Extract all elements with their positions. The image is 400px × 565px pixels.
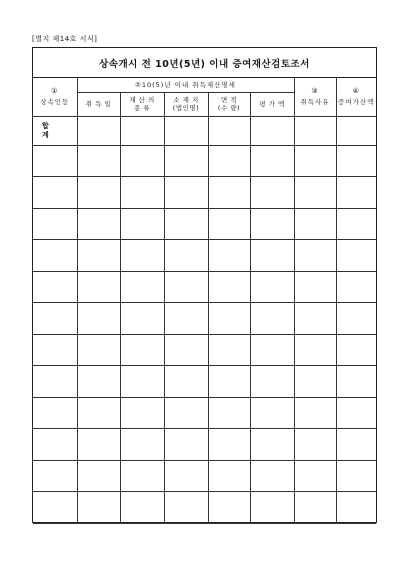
table-cell[interactable] (164, 208, 208, 240)
table-cell[interactable] (250, 492, 294, 524)
table-row (33, 208, 376, 240)
table-cell[interactable] (33, 429, 77, 461)
header-valuation: 평 가 액 (250, 92, 294, 116)
table-cell[interactable] (294, 208, 336, 240)
table-cell[interactable] (208, 397, 250, 429)
table-cell[interactable] (208, 303, 250, 335)
table-cell[interactable] (77, 145, 120, 177)
table-cell[interactable] (336, 208, 376, 240)
header-gift-addition: ④ 증여가산액 (336, 78, 376, 116)
table-cell[interactable] (164, 397, 208, 429)
table-cell[interactable] (77, 177, 120, 209)
header-acquisition-reason: ③ 취득사유 (294, 78, 336, 116)
header-acquired-assets-group: ②10(5)년 이내 취득재산명세 (77, 78, 294, 92)
table-row (33, 460, 376, 492)
table-row (33, 240, 376, 272)
table-cell[interactable] (250, 240, 294, 272)
table-cell[interactable] (250, 177, 294, 209)
table-cell[interactable] (294, 460, 336, 492)
table-cell[interactable] (77, 334, 120, 366)
table-cell[interactable] (164, 145, 208, 177)
form-number: [별지 제14호 서식] (32, 35, 98, 43)
table-cell[interactable] (208, 208, 250, 240)
table-cell[interactable] (250, 271, 294, 303)
total-label: 합 계 (33, 116, 77, 145)
table-cell[interactable] (33, 492, 77, 524)
table-cell[interactable] (77, 240, 120, 272)
table-cell[interactable] (120, 334, 164, 366)
table-cell[interactable] (77, 271, 120, 303)
table-cell[interactable] (336, 271, 376, 303)
table-cell[interactable] (120, 460, 164, 492)
table-row (33, 397, 376, 429)
table-cell[interactable] (120, 492, 164, 524)
asset-table (33, 78, 376, 524)
table-cell[interactable] (208, 240, 250, 272)
table-cell[interactable] (120, 145, 164, 177)
table-cell[interactable] (336, 397, 376, 429)
table-row (33, 145, 376, 177)
table-cell[interactable] (77, 208, 120, 240)
table-cell[interactable] (336, 366, 376, 398)
total-cell[interactable] (294, 116, 336, 145)
table-cell[interactable] (164, 271, 208, 303)
header-area: 면 적 (수 량) (208, 92, 250, 116)
total-cell[interactable] (120, 116, 164, 145)
table-row (33, 334, 376, 366)
table-cell[interactable] (336, 429, 376, 461)
table-cell[interactable] (250, 334, 294, 366)
table-cell[interactable] (120, 366, 164, 398)
table-cell[interactable] (294, 271, 336, 303)
table-cell[interactable] (294, 240, 336, 272)
table-cell[interactable] (164, 303, 208, 335)
table-cell[interactable] (336, 334, 376, 366)
total-cell[interactable] (164, 116, 208, 145)
table-cell[interactable] (208, 334, 250, 366)
table-cell[interactable] (164, 366, 208, 398)
table-cell[interactable] (336, 177, 376, 209)
table-cell[interactable] (250, 397, 294, 429)
table-cell[interactable] (294, 177, 336, 209)
table-cell[interactable] (77, 492, 120, 524)
table-cell[interactable] (77, 397, 120, 429)
table-cell[interactable] (33, 460, 77, 492)
table-cell[interactable] (33, 145, 77, 177)
table-cell[interactable] (33, 334, 77, 366)
table-row (33, 271, 376, 303)
table-cell[interactable] (208, 492, 250, 524)
total-row (33, 116, 376, 145)
table-cell[interactable] (120, 397, 164, 429)
table-cell[interactable] (120, 429, 164, 461)
header-asset-kind: 재 산 의 종 류 (120, 92, 164, 116)
table-cell[interactable] (33, 397, 77, 429)
table-cell[interactable] (208, 145, 250, 177)
table-cell[interactable] (336, 303, 376, 335)
total-cell[interactable] (336, 116, 376, 145)
table-cell[interactable] (164, 460, 208, 492)
table-cell[interactable] (77, 429, 120, 461)
table-cell[interactable] (208, 271, 250, 303)
table-cell[interactable] (208, 429, 250, 461)
table-cell[interactable] (120, 271, 164, 303)
table-cell[interactable] (294, 492, 336, 524)
total-cell[interactable] (208, 116, 250, 145)
table-cell[interactable] (250, 460, 294, 492)
table-cell[interactable] (120, 177, 164, 209)
table-cell[interactable] (294, 397, 336, 429)
table-cell[interactable] (250, 429, 294, 461)
table-cell[interactable] (33, 271, 77, 303)
table-cell[interactable] (336, 240, 376, 272)
table-row (33, 303, 376, 335)
table-cell[interactable] (294, 334, 336, 366)
table-cell[interactable] (294, 303, 336, 335)
form-title: 상속개시 전 10년(5년) 이내 증여재산검토조서 (33, 48, 376, 78)
table-cell[interactable] (250, 366, 294, 398)
table-cell[interactable] (33, 177, 77, 209)
table-cell[interactable] (164, 177, 208, 209)
table-cell[interactable] (120, 208, 164, 240)
review-form (32, 47, 377, 523)
total-cell[interactable] (250, 116, 294, 145)
table-cell[interactable] (208, 177, 250, 209)
table-cell[interactable] (208, 460, 250, 492)
table-cell[interactable] (33, 240, 77, 272)
total-cell[interactable] (77, 116, 120, 145)
table-cell[interactable] (120, 240, 164, 272)
table-row (33, 366, 376, 398)
table-cell[interactable] (77, 366, 120, 398)
table-cell[interactable] (33, 366, 77, 398)
table-cell[interactable] (164, 492, 208, 524)
table-cell[interactable] (33, 303, 77, 335)
table-cell[interactable] (164, 429, 208, 461)
table-cell[interactable] (294, 366, 336, 398)
table-cell[interactable] (77, 460, 120, 492)
table-cell[interactable] (294, 429, 336, 461)
header-location: 소 재 지 (법인명) (164, 92, 208, 116)
table-cell[interactable] (250, 303, 294, 335)
table-cell[interactable] (336, 145, 376, 177)
table-cell[interactable] (164, 334, 208, 366)
table-cell[interactable] (77, 303, 120, 335)
table-row (33, 492, 376, 524)
table-cell[interactable] (120, 303, 164, 335)
table-cell[interactable] (208, 366, 250, 398)
table-cell[interactable] (250, 145, 294, 177)
table-cell[interactable] (294, 145, 336, 177)
header-acquired-date: 취 득 일 (77, 92, 120, 116)
table-cell[interactable] (164, 240, 208, 272)
table-row (33, 429, 376, 461)
header-heirs: ① 상속인등 (33, 78, 77, 116)
table-row (33, 177, 376, 209)
table-cell[interactable] (336, 492, 376, 524)
table-cell[interactable] (33, 208, 77, 240)
table-cell[interactable] (250, 208, 294, 240)
table-cell[interactable] (336, 460, 376, 492)
